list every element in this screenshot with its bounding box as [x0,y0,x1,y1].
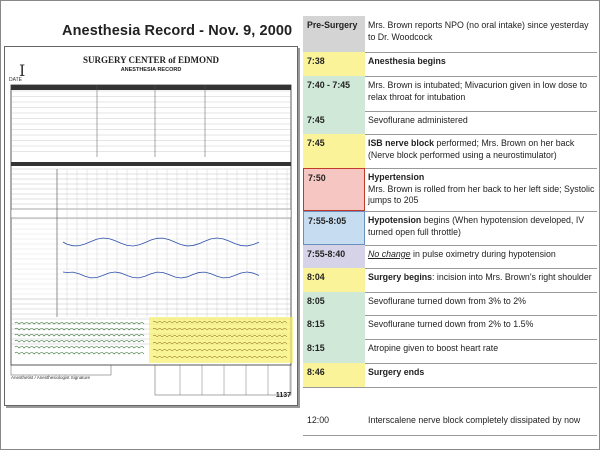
timeline-description: No change in pulse oximetry during hypotension [368,249,556,259]
timeline-time: 8:05 [303,292,365,315]
emphasis-text: No change [368,249,411,259]
timeline-description: Interscalene nerve block completely dissipated by now [368,415,581,425]
timeline-description: Mrs. Brown is intubated; Mivacurion given in low dose to relax throat for intubation [368,80,588,102]
timeline-time: 7:45 [303,111,365,134]
timeline-row [303,245,597,268]
timeline-time: 7:38 [303,52,365,76]
timeline-description: Atropine given to boost heart rate [368,343,499,353]
timeline-time: 8:15 [303,339,365,363]
timeline-time: 12:00 [303,411,365,435]
event-name: Hypotension [368,215,422,225]
form-header-center: SURGERY CENTER of EDMOND [82,55,220,65]
event-name: Anesthesia begins [368,56,446,66]
row-divider [303,435,597,436]
form-header-title: ANESTHESIA RECORD [120,67,182,73]
timeline-row [303,168,597,211]
row-divider [303,387,597,388]
timeline-row [303,211,597,245]
timeline-row [303,52,597,76]
timeline-row [303,315,597,339]
form-page-number: 1137 [275,392,291,399]
timeline-description: Hypertension Mrs. Brown is rolled from her back to her left side; Systolic jumps to 205 [368,172,595,205]
timeline-description: Sevoflurane turned down from 3% to 2% [368,296,526,306]
timeline-time: 8:46 [303,363,365,387]
form-grid-drawing [5,47,297,405]
handwritten-mark: I [19,61,26,80]
timeline-time: 7:45 [303,134,365,168]
event-name: Hypertension [368,172,425,182]
slide-title: Anesthesia Record - Nov. 9, 2000 [62,23,293,39]
timeline-row [303,363,597,387]
timeline-time: 7:55-8:40 [303,245,365,268]
form-signature-label: Anesthetist / Anesthesiologist Signature [11,375,91,380]
timeline-time: 7:40 - 7:45 [303,76,365,111]
timeline-description: ISB nerve block performed; Mrs. Brown on her back (Nerve block performed using a neurostimulator) [368,138,575,160]
anesthesia-record-scan [4,46,298,406]
event-name: Surgery begins [368,272,433,282]
timeline-description [368,363,597,379]
timeline-time: 8:04 [303,268,365,292]
event-name: Surgery ends [368,367,425,377]
timeline-row [303,339,597,363]
timeline-description: Mrs. Brown reports NPO (no oral intake) since yesterday to Dr. Woodcock [368,20,589,42]
timeline-description: Sevoflurane turned down from 2% to 1.5% [368,319,534,329]
timeline-description: Surgery begins: incision into Mrs. Brown's right shoulder [368,272,592,282]
timeline-row [303,268,597,292]
timeline-row [303,76,597,111]
timeline-description: Hypotension begins (When hypotension developed, IV turned open full throttle) [368,215,585,237]
timeline-row [303,16,597,52]
timeline-description [368,52,597,68]
timeline-time: Pre-Surgery [303,16,365,52]
timeline-row [303,134,597,168]
timeline-description: Sevoflurane administered [368,115,468,125]
event-name: ISB nerve block [368,138,435,148]
timeline-time: 8:15 [303,315,365,339]
form-date-label: DATE [9,77,22,83]
timeline-time: 7:50 [303,168,365,211]
timeline-row [303,292,597,315]
timeline-row [303,411,597,435]
timeline-time: 7:55-8:05 [303,211,365,245]
timeline-row [303,111,597,134]
